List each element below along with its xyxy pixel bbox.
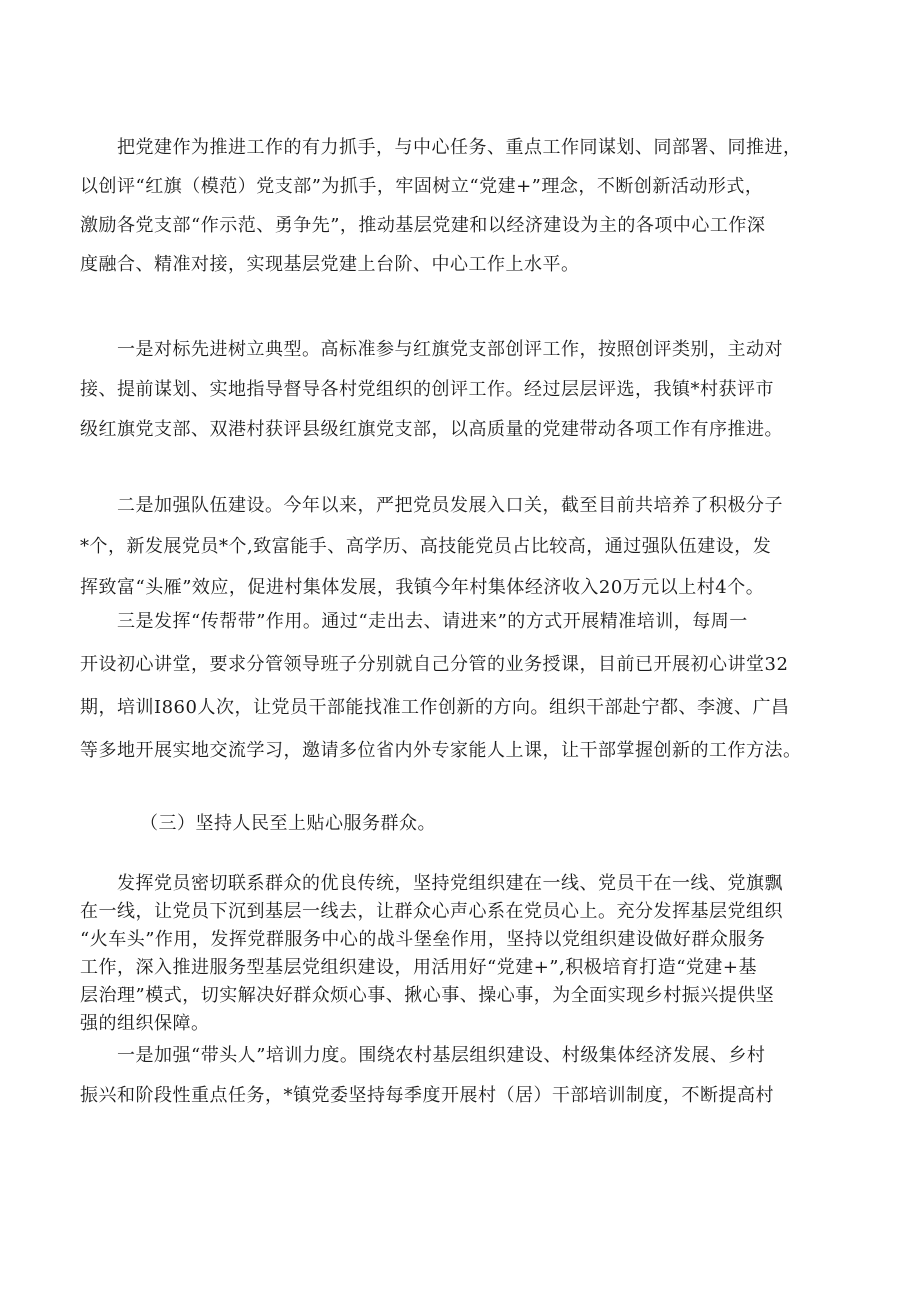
text-line: 在一线，让党员下沉到基层一线去，让群众心声心系在党员心上。充分发挥基层党组织 <box>80 901 783 922</box>
text-line: 二是加强队伍建设。今年以来，严把党员发展入口关，截至目前共培养了积极分子 <box>80 495 783 516</box>
text-line: 期，培训I860人次，让党员干部能找准工作创新的方向。组织干部赴宁都、李渡、广昌 <box>80 697 790 718</box>
text-line: 发挥党员密切联系群众的优良传统，坚持党组织建在一线、党员干在一线、党旗飘 <box>80 873 783 894</box>
text-line: “火车头”作用，发挥党群服务中心的战斗堡垒作用，坚持以党组织建设做好群众服务 <box>80 929 766 950</box>
text-line: 三是发挥“传帮带”作用。通过“走出去、请进来”的方式开展精准培训，每周一 <box>80 611 748 632</box>
text-line: 一是加强“带头人”培训力度。围绕农村基层组织建设、村级集体经济发展、乡村 <box>80 1045 766 1066</box>
paragraph-party-building-intro <box>80 128 860 284</box>
paragraph-benchmark-typical <box>80 330 860 450</box>
text-line: 接、提前谋划、实地指导督导各村党组织的创评工作。经过层层评选，我镇*村获评市 <box>80 379 774 400</box>
text-line: *个，新发展党员*个,致富能手、高学历、高技能党员占比较高，通过强队伍建设，发 <box>80 536 772 557</box>
text-line: 开设初心讲堂，要求分管领导班子分别就自己分管的业务授课，目前已开展初心讲堂32 <box>80 654 789 675</box>
text-line: 一是对标先进树立典型。高标准参与红旗党支部创评工作，按照创评类别，主动对 <box>80 339 783 360</box>
paragraph-mentoring <box>80 600 860 772</box>
section-heading <box>140 810 920 838</box>
text-line: 级红旗党支部、双港村获评县级红旗党支部，以高质量的党建带动各项工作有序推进。 <box>80 419 783 440</box>
text-line: 层治理”模式，切实解决好群众烦心事、揪心事、操心事，为全面实现乡村振兴提供坚 <box>80 985 775 1006</box>
heading-text: （三）坚持人民至上贴心服务群众。 <box>140 813 436 834</box>
text-line: 挥致富“头雁”效应，促进村集体发展，我镇今年村集体经济收入20万元以上村4个。 <box>80 577 765 598</box>
text-line: 强的组织保障。 <box>80 1013 210 1034</box>
text-line: 工作，深入推进服务型基层党组织建设，用活用好“党建+”,积极培育打造“党建+基 <box>80 957 757 978</box>
text-line: 激励各党支部“作示范、勇争先”，推动基层党建和以经济建设为主的各项中心工作深 <box>80 215 766 236</box>
text-line: 把党建作为推进工作的有力抓手，与中心任务、重点工作同谋划、同部署、同推进， <box>80 137 802 158</box>
text-line: 振兴和阶段性重点任务，*镇党委坚持每季度开展村（居）干部培训制度，不断提高村 <box>80 1085 774 1106</box>
text-line: 度融合、精准对接，实现基层党建上台阶、中心工作上水平。 <box>80 254 580 275</box>
paragraph-leader-training <box>80 1036 860 1116</box>
paragraph-team-building <box>80 485 860 608</box>
text-line: 等多地开展实地交流学习，邀请多位省内外专家能人上课，让干部掌握创新的工作方法。 <box>80 740 802 761</box>
paragraph-serve-masses <box>80 870 860 1038</box>
text-line: 以创评“红旗（模范）党支部”为抓手，牢固树立“党建+”理念，不断创新活动形式， <box>80 176 764 197</box>
